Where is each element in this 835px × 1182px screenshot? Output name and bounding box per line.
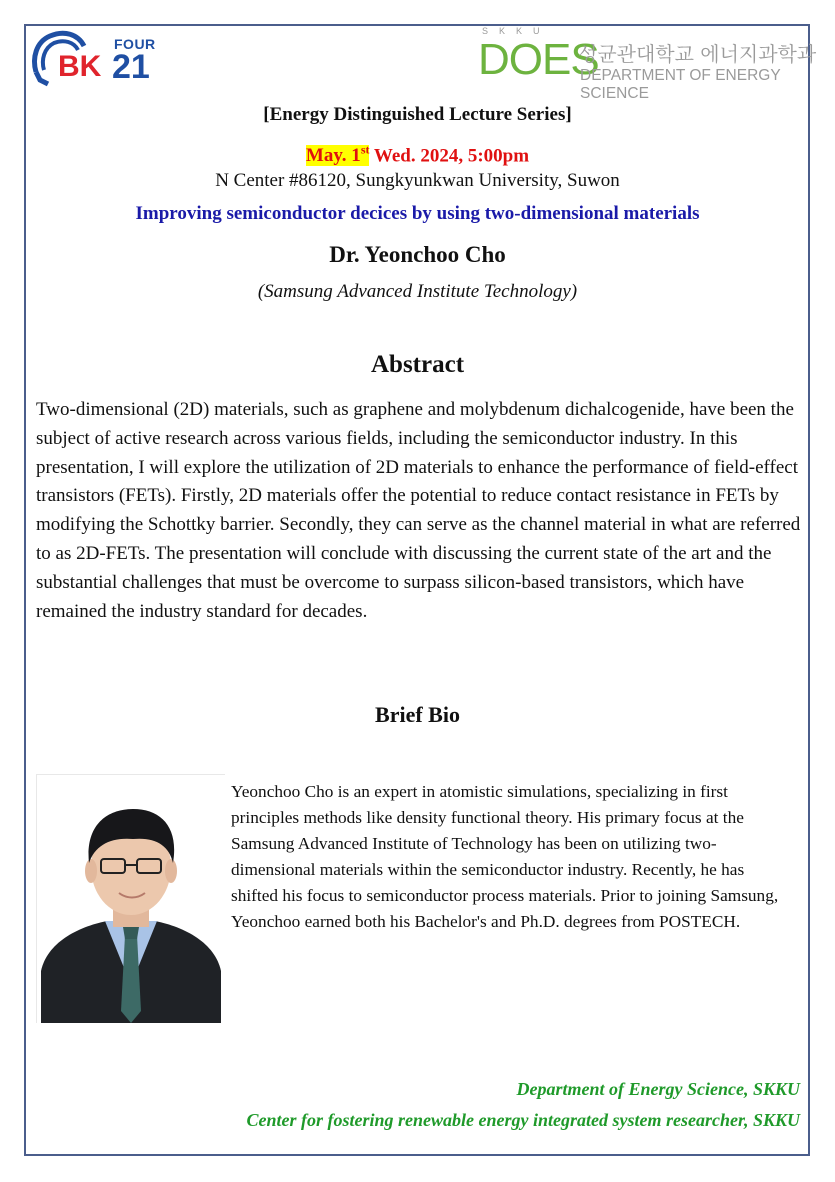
does-logo: DOES bbox=[478, 35, 599, 84]
talk-title: Improving semiconductor decices by using two-dimensional materials bbox=[135, 203, 700, 224]
bk-four-text: FOUR bbox=[114, 36, 156, 52]
speaker-affiliation: (Samsung Advanced Institute Technology) bbox=[257, 281, 578, 302]
lecture-series: [Energy Distinguished Lecture Series] bbox=[263, 104, 572, 125]
footer-department: Department of Energy Science, SKKU bbox=[516, 1079, 800, 1099]
lecture-venue: N Center #86120, Sungkyunkwan University, Suwon bbox=[215, 170, 620, 191]
bio-body: Yeonchoo Cho is an expert in atomistic simulations, specializing in first principles methods like density functional theory. His primary focus at the Samsung Advanced Institute of Technology has been on utilizing two-dimensional materials within the semiconductor industry. Recently, he has shifted his focus to semiconductor process materials. Prior to joining Samsung, Yeonchoo earned both his Bachelor's and Ph.D. degrees from POSTECH. bbox=[231, 782, 779, 931]
dept-name-english: DEPARTMENT OF ENERGY SCIENCE bbox=[580, 67, 781, 102]
footer-center: Center for fostering renewable energy integrated system researcher, SKKU bbox=[246, 1110, 800, 1130]
date-month-day: May. 1 bbox=[305, 145, 361, 167]
bio-heading: Brief Bio bbox=[375, 702, 460, 727]
portrait-icon bbox=[37, 775, 225, 1023]
date-ordinal: st bbox=[360, 143, 370, 157]
dept-name-korean: 성균관대학교 에너지과학과 bbox=[578, 42, 817, 66]
bk-21-text: 21 bbox=[112, 48, 150, 86]
skku-letters: SKKU bbox=[482, 26, 551, 36]
date-highlight bbox=[306, 145, 370, 166]
abstract-body: Two-dimensional (2D) materials, such as graphene and molybdenum dichalcogenide, have been the subject of active research across various fields, including the semiconductor industry. In this presentation, I will explore the utilization of 2D materials to enhance the performance of field-effect transistors (FETs). Firstly, 2D materials offer the potential to reduce contact resistance in FETs by modifying the Schottky barrier. Secondly, they can serve as the channel material in what are referred to as 2D-FETs. The presentation will conclude with discussing the current state of the art and the substantial challenges that must be overcome to surpass silicon-based transistors, which have remained the industry standard for decades. bbox=[36, 399, 801, 622]
date-rest: Wed. 2024, 5:00pm bbox=[369, 145, 530, 167]
speaker-photo bbox=[36, 774, 225, 1023]
abstract-heading: Abstract bbox=[370, 351, 465, 378]
speaker-name: Dr. Yeonchoo Cho bbox=[329, 242, 506, 267]
bk-text: BK bbox=[58, 50, 102, 83]
lecture-date bbox=[0, 143, 835, 167]
